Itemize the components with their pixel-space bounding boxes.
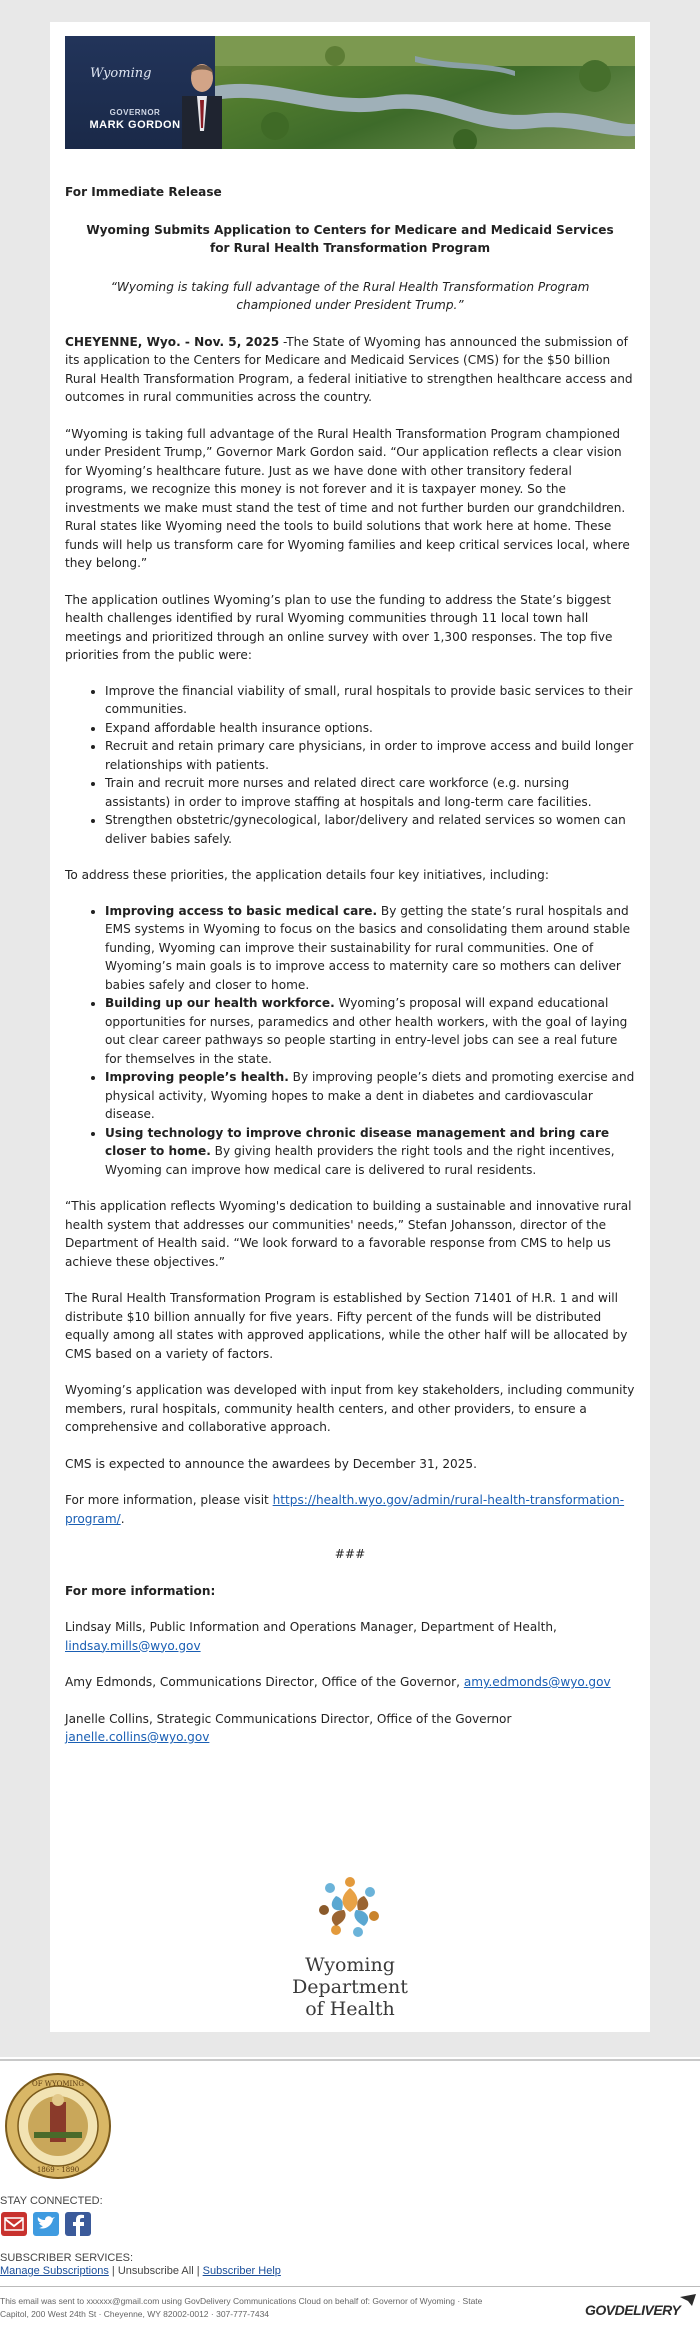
contact-email-link[interactable]: lindsay.mills@wyo.gov — [65, 1638, 201, 1653]
paragraph-plan: The application outlines Wyoming’s plan to use the funding to address the State’s biggest health challenges identified by rural Wyoming communities through 11 local town hall meetings and prioritized through an online survey with over 1,300 responses. The top five priorities from the public were: — [65, 592, 613, 662]
email-footer — [0, 2057, 700, 2331]
governor-banner — [65, 36, 635, 149]
contact-email-link[interactable]: amy.edmonds@wyo.gov — [463, 1675, 611, 1689]
paragraph-program-details: The Rural Health Transformation Program is established by Section 71401 of H.R. 1 and will distribute $10 billion annually for five years. Fifty percent of the funds will be distributed equally among all states with approved applications, while the other half will be allocated by CMS based on a variety of factors. — [65, 1291, 628, 1361]
doh-logo-line1: Wyoming — [305, 1954, 395, 1976]
subscriber-links: Manage Subscriptions | Unsubscribe All | Subscriber Help — [0, 2265, 281, 2277]
footer-legal-note: This email was sent to xxxxxx@gmail.com using GovDelivery Communications Cloud on behalf of: Governor of Wyoming · State Capitol, 200 West 24th St · Cheyenne, WY 82002-0012 · 307-777-7434 — [0, 2296, 483, 2319]
subscriber-help-link[interactable]: Subscriber Help — [202, 2265, 281, 2277]
facebook-icon[interactable] — [65, 2212, 91, 2236]
list-item: • Strengthen obstetric/gynecological, labor/delivery and related services so women can deliver babies safely. — [105, 811, 635, 848]
landscape-image — [215, 36, 635, 149]
contact-item: Amy Edmonds, Communications Director, Office of the Governor, amy.edmonds@wyo.gov — [65, 1675, 611, 1689]
social-links — [0, 2210, 100, 2238]
initiatives-list — [65, 902, 635, 1180]
contacts-heading: For more information: — [65, 1583, 216, 1598]
end-mark: ### — [334, 1547, 366, 1561]
wyoming-logo: Wyoming — [90, 66, 152, 81]
govdelivery-envelope-icon — [680, 2294, 696, 2306]
list-item: • Using technology to improve chronic disease management and bring care closer to home. By giving health providers the right tools and the right incentives, Wyoming can improve how medical care is delivered to rural residents. — [105, 1124, 635, 1180]
email-card — [50, 22, 650, 2032]
state-seal — [4, 2072, 112, 2180]
paragraph-director-quote: “This application reflects Wyoming's dedication to building a sustainable and innovative rural health system that addresses our communities' needs,” Stefan Johansson, director of the Department of Health said. “We look forward to a favorable response from CMS to help us achieve these objectives.” — [65, 1199, 632, 1269]
river-illustration — [215, 36, 635, 149]
contact-item: Janelle Collins, Strategic Communications Director, Office of the Governor janelle.collins@wyo.gov — [65, 1711, 512, 1744]
paragraph-initiatives-intro: To address these priorities, the application details four key initiatives, including: — [65, 868, 549, 882]
unsubscribe-all-link[interactable]: Unsubscribe All — [117, 2265, 194, 2277]
stay-connected-label: STAY CONNECTED: — [0, 2195, 103, 2207]
doh-logo-line3: of Health — [305, 1998, 395, 2020]
headline: Wyoming Submits Application to Centers for Medicare and Medicaid Services for Rural Health Transformation Program — [86, 222, 614, 255]
list-item: • Train and recruit more nurses and related direct care workforce (e.g. nursing assistants) in order to improve staffing at hospitals and long-term care facilities. — [105, 774, 635, 811]
priorities-list — [65, 682, 635, 849]
governor-portrait — [177, 56, 227, 149]
email-icon[interactable] — [1, 2212, 27, 2236]
department-of-health-logo — [280, 1866, 420, 2026]
manage-subscriptions-link[interactable]: Manage Subscriptions — [0, 2265, 109, 2277]
seal-bottom-text: 1869 · 1890 — [36, 2166, 80, 2174]
release-label: For Immediate Release — [65, 185, 222, 199]
doh-logo-line2: Department — [292, 1976, 408, 1998]
dateline: CHEYENNE, Wyo. - Nov. 5, 2025 — [65, 334, 280, 349]
paragraph-more-info: For more information, please visit https://health.wyo.gov/admin/rural-health-transformation-program/. — [65, 1493, 625, 1526]
pull-quote: “Wyoming is taking full advantage of the Rural Health Transformation Program championed under President Trump.” — [110, 279, 590, 312]
governor-name: MARK GORDON — [89, 119, 181, 131]
list-item: • Improving access to basic medical care. By getting the state’s rural hospitals and EMS systems in Wyoming to focus on the basics and consolidating them around stable funding, Wyoming can improve their sustainability for rural communities. One of Wyoming’s main goals is to improve access to maternity care so mothers can deliver babies safely and closer to home. — [105, 902, 635, 995]
list-item: • Expand affordable health insurance options. — [105, 719, 635, 738]
paragraph-stakeholders: Wyoming’s application was developed with input from key stakeholders, including community members, rural hospitals, community health centers, and other providers, to ensure a comprehensive and collaborative approach. — [65, 1383, 635, 1434]
contact-email-link[interactable]: janelle.collins@wyo.gov — [65, 1730, 210, 1744]
contact-item: Lindsay Mills, Public Information and Operations Manager, Department of Health, lindsay.mills@wyo.gov — [65, 1620, 557, 1653]
paragraph-intro: CHEYENNE, Wyo. - Nov. 5, 2025 -The State of Wyoming has announced the submission of its application to the Centers for Medicare and Medicaid Services (CMS) for the $50 billion Rural Health Transformation Program, a federal initiative to strengthen healthcare access and outcomes in rural communities across the country. — [65, 334, 633, 404]
list-item: • Recruit and retain primary care physicians, in order to improve access and build longer relationships with patients. — [105, 737, 635, 774]
paragraph-awardees: CMS is expected to announce the awardees by December 31, 2025. — [65, 1456, 477, 1471]
press-release-body — [65, 152, 635, 1747]
governor-label: GOVERNOR — [109, 108, 161, 117]
paragraph-governor-quote: “Wyoming is taking full advantage of the Rural Health Transformation Program championed under President Trump,” Governor Mark Gordon said. “Our application reflects a clear vision for Wyoming’s healthcare future. Just as we have done with other transitory federal programs, we recognize this money is not forever and it is taxpayer money. So the investments we make must stand the test of time and not further burden our grandchildren. Rural states like Wyoming need the tools to build solutions that work here at home. These funds will help us transform care for Wyoming families and keep critical services local, where they belong.” — [65, 426, 630, 570]
footer-bottom-divider — [0, 2286, 700, 2287]
govdelivery-logo[interactable]: GOVDELIVERY — [585, 2302, 681, 2318]
list-item: • Improving people’s health. By improving people’s diets and promoting exercise and physical activity, Wyoming hopes to make a dent in diabetes and cardiovascular disease. — [105, 1068, 635, 1124]
program-link[interactable]: https://health.wyo.gov/admin/rural-health-transformation-program/ — [65, 1493, 625, 1526]
footer-divider — [0, 2059, 700, 2061]
subscriber-services-label: SUBSCRIBER SERVICES: — [0, 2252, 134, 2264]
list-item: • Building up our health workforce. Wyoming’s proposal will expand educational opportunities for nurses, paramedics and other health workers, with the goal of laying out clear career pathways so people starting in entry-level jobs can see a real future for themselves in the state. — [105, 994, 635, 1068]
list-item: • Improve the financial viability of small, rural hospitals to provide basic services to their communities. — [105, 682, 635, 719]
seal-top-text: OF WYOMING — [31, 2080, 85, 2088]
twitter-icon[interactable] — [33, 2212, 59, 2236]
